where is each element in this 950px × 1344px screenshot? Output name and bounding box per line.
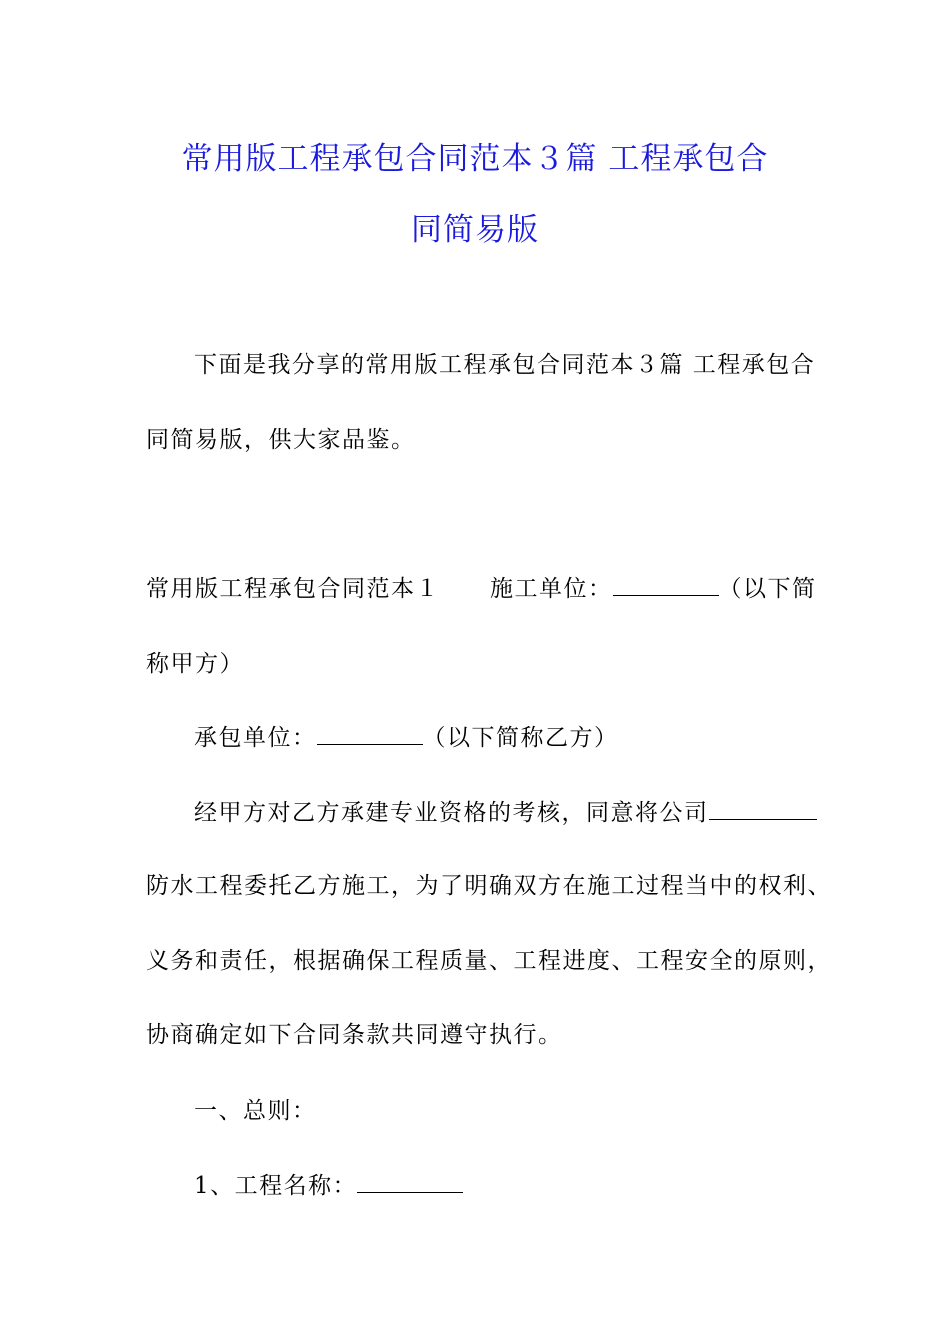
contract-heading-line-1 — [146, 570, 817, 603]
document-title-line-1: 常用版工程承包合同范本３篇 工程承包合 — [181, 141, 769, 177]
party-a-note: （以下简 — [718, 576, 817, 602]
intro-line-1: 下面是我分享的常用版工程承包合同范本３篇 工程承包合 — [194, 352, 816, 378]
contractor-blank — [317, 726, 423, 745]
section-general-heading: 一、总则： — [194, 1098, 317, 1124]
paragraph-line-3: 义务和责任，根据确保工程质量、工程进度、工程安全的原则， — [146, 948, 832, 974]
item-project-name — [194, 1167, 463, 1200]
paragraph-line-4: 协商确定如下合同条款共同遵守执行。 — [146, 1022, 563, 1048]
project-name-label: 1、工程名称： — [194, 1173, 358, 1199]
paragraph-line-2: 防水工程委托乙方施工，为了明确双方在施工过程当中的权利、 — [146, 873, 832, 899]
construction-unit-label: 施工单位： — [490, 576, 613, 602]
contract-heading-line-2: 称甲方） — [146, 651, 244, 677]
contractor-line — [194, 719, 619, 752]
company-blank — [709, 801, 817, 820]
contract-title: 常用版工程承包合同范本１ — [146, 576, 440, 602]
paragraph-line-1 — [194, 794, 817, 827]
document-title-line-2: 同简易版 — [411, 212, 539, 248]
paragraph-text-1: 经甲方对乙方承建专业资格的考核，同意将公司 — [194, 800, 709, 826]
construction-unit-blank — [613, 577, 719, 596]
party-b-note: （以下简称乙方） — [422, 725, 619, 751]
contractor-label: 承包单位： — [194, 725, 317, 751]
project-name-blank — [357, 1174, 463, 1193]
intro-line-2: 同简易版，供大家品鉴。 — [146, 427, 416, 453]
